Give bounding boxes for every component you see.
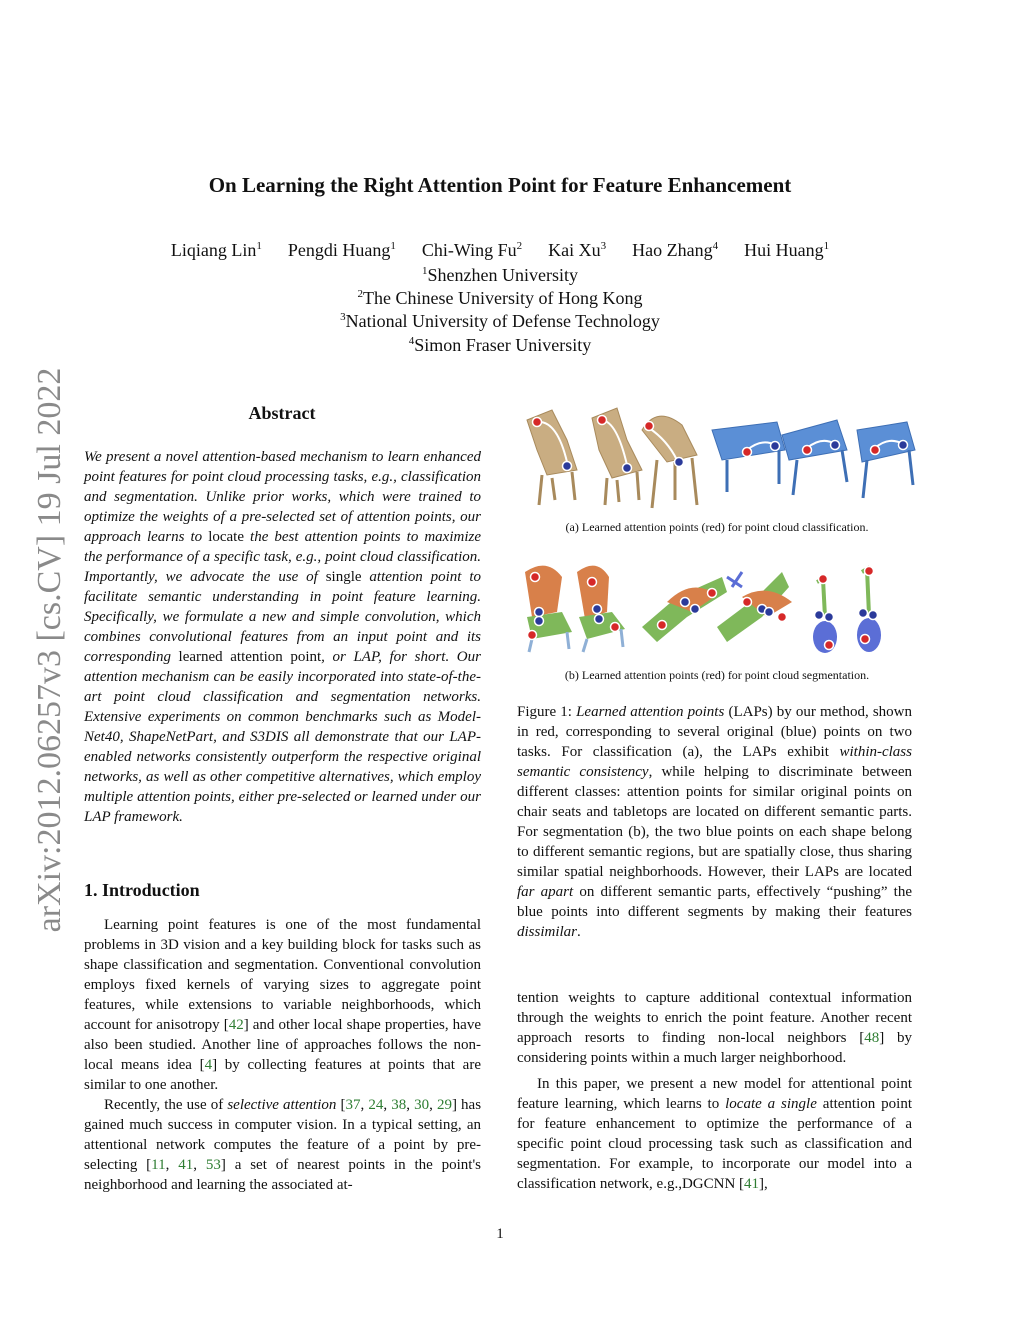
citation[interactable]: 41 — [178, 1157, 194, 1173]
citation[interactable]: 41 — [744, 1176, 760, 1192]
author-name: Hao Zhang$^4$ — [632, 240, 719, 260]
citation[interactable]: 38 — [391, 1097, 407, 1113]
author-name: Hui Huang$^1$ — [744, 240, 830, 260]
author-name: Liqiang Lin$^1$ — [170, 240, 262, 260]
abstract-body: We present a novel attention-based mechanism to learn enhanced point features for point cloud processing tasks, e.g., classification and segmentation. Unlike prior works, which were trained to optimize the weights of a pre-selected set of attention points, our approach learns to locate the best attention points to maximize the performance of a specific task, e.g., point cloud classification. Importantly, we advocate the use of single attention point to facilitate semantic understanding in point feature learning. Specifically, we formulate a new and simple convolution, which combines convolutional features from an input point and its corresponding learned attention point, or LAP, for short. Our attention mechanism can be easily incorporated into state-of-the-art point cloud classification and segmentation networks. Extensive experiments on common benchmarks such as Model-Net40, ShapeNetPart, and S3DIS all demonstrate that our LAP-enabled networks consistently outperform the respective original networks, as well as other competitive alternatives, which employ multiple attention points, either pre-selected or learned under our LAP framework. — [84, 449, 482, 825]
page-number: 1 — [496, 1226, 504, 1242]
citation[interactable]: 37 — [345, 1097, 361, 1113]
intro-heading: 1. Introduction — [84, 880, 200, 900]
citation[interactable]: 30 — [414, 1097, 430, 1113]
right-paragraph-1: tention weights to capture additional contextual information through the weights to enrich the point feature. Another recent approach resorts to finding non-local neighbors [48] by considering points within a much larger neighborhood. — [517, 990, 912, 1066]
citation[interactable]: 53 — [205, 1157, 221, 1173]
intro-paragraph-1: Learning point features is one of the most fundamental problems in 3D vision and a key building block for tasks such as shape classification and segmentation. Conventional convolution employs fixed kernels of varying sizes to aggregate point features, while extensions to variable neighborhoods, which account for anisotropy [42] and other local shape properties, have also been studied. Another line of approaches follows the non-local means idea [4] by collecting features at points that are similar to one another. — [84, 917, 482, 1093]
author-name: Pengdi Huang$^1$ — [287, 240, 396, 260]
figure-1a-image — [517, 400, 917, 510]
author-name: Kai Xu$^3$ — [548, 240, 607, 260]
affiliation-1: $^1$Shenzhen University — [422, 265, 578, 285]
citation[interactable]: 24 — [368, 1097, 384, 1113]
affiliation-2: $^2$The Chinese University of Hong Kong — [357, 288, 643, 308]
citation[interactable]: 29 — [436, 1097, 452, 1113]
arxiv-id: arXiv:2012.06257v3 [cs.CV] 19 Jul 2022 — [31, 367, 68, 933]
figure-1b-image — [517, 557, 917, 657]
affiliation-4: $^4$Simon Fraser University — [408, 335, 592, 355]
author-list — [0, 240, 1000, 261]
figure-1a-caption: (a) Learned attention points (red) for point cloud classification. — [565, 520, 869, 534]
abstract-heading: Abstract — [248, 403, 316, 423]
affiliation-3: $^3$National University of Defense Technology — [340, 311, 660, 331]
citation[interactable]: 48 — [864, 1030, 880, 1046]
citation[interactable]: 4 — [204, 1057, 213, 1073]
right-paragraph-2: In this paper, we present a new model for attentional point feature learning, which learns to locate a single attention point for feature enhancement to optimize the performance of a specific point cloud processing task such as classification and segmentation. For example, to incorporate our model into a classification network, e.g.,DGCNN [41], — [517, 1076, 912, 1192]
paper-title: On Learning the Right Attention Point for Feature Enhancement — [208, 173, 792, 197]
citation[interactable]: 42 — [228, 1017, 244, 1033]
table-shape — [782, 420, 847, 460]
figure-1b-caption: (b) Learned attention points (red) for point cloud segmentation. — [564, 668, 870, 682]
citation[interactable]: 11 — [151, 1157, 166, 1173]
author-name: Chi-Wing Fu$^2$ — [421, 240, 523, 260]
figure-1-caption: Figure 1: Learned attention points (LAPs) by our method, shown in red, corresponding to several original (blue) points on two tasks. For classification (a), the LAPs exhibit within-class semantic consistency, while helping to discriminate between different classes: attention points for similar original points on chair seats and tabletops are located on different semantic parts. For segmentation (b), the two blue points on each shape belong to different semantic regions, but are spatially close, thus sharing similar spatial neighborhoods. However, their LAPs are located far apart on different semantic parts, effectively “pushing” the blue points into different segments by making their features dissimilar. — [517, 704, 912, 940]
intro-paragraph-2: Recently, the use of selective attention [37, 24, 38, 30, 29] has gained much success in computer vision. In a typical setting, an attentional network computes the feature of a point by pre-selecting [11, 41, 53] a set of nearest points in the point's neighborhood and learning the associated at- — [84, 1097, 482, 1193]
